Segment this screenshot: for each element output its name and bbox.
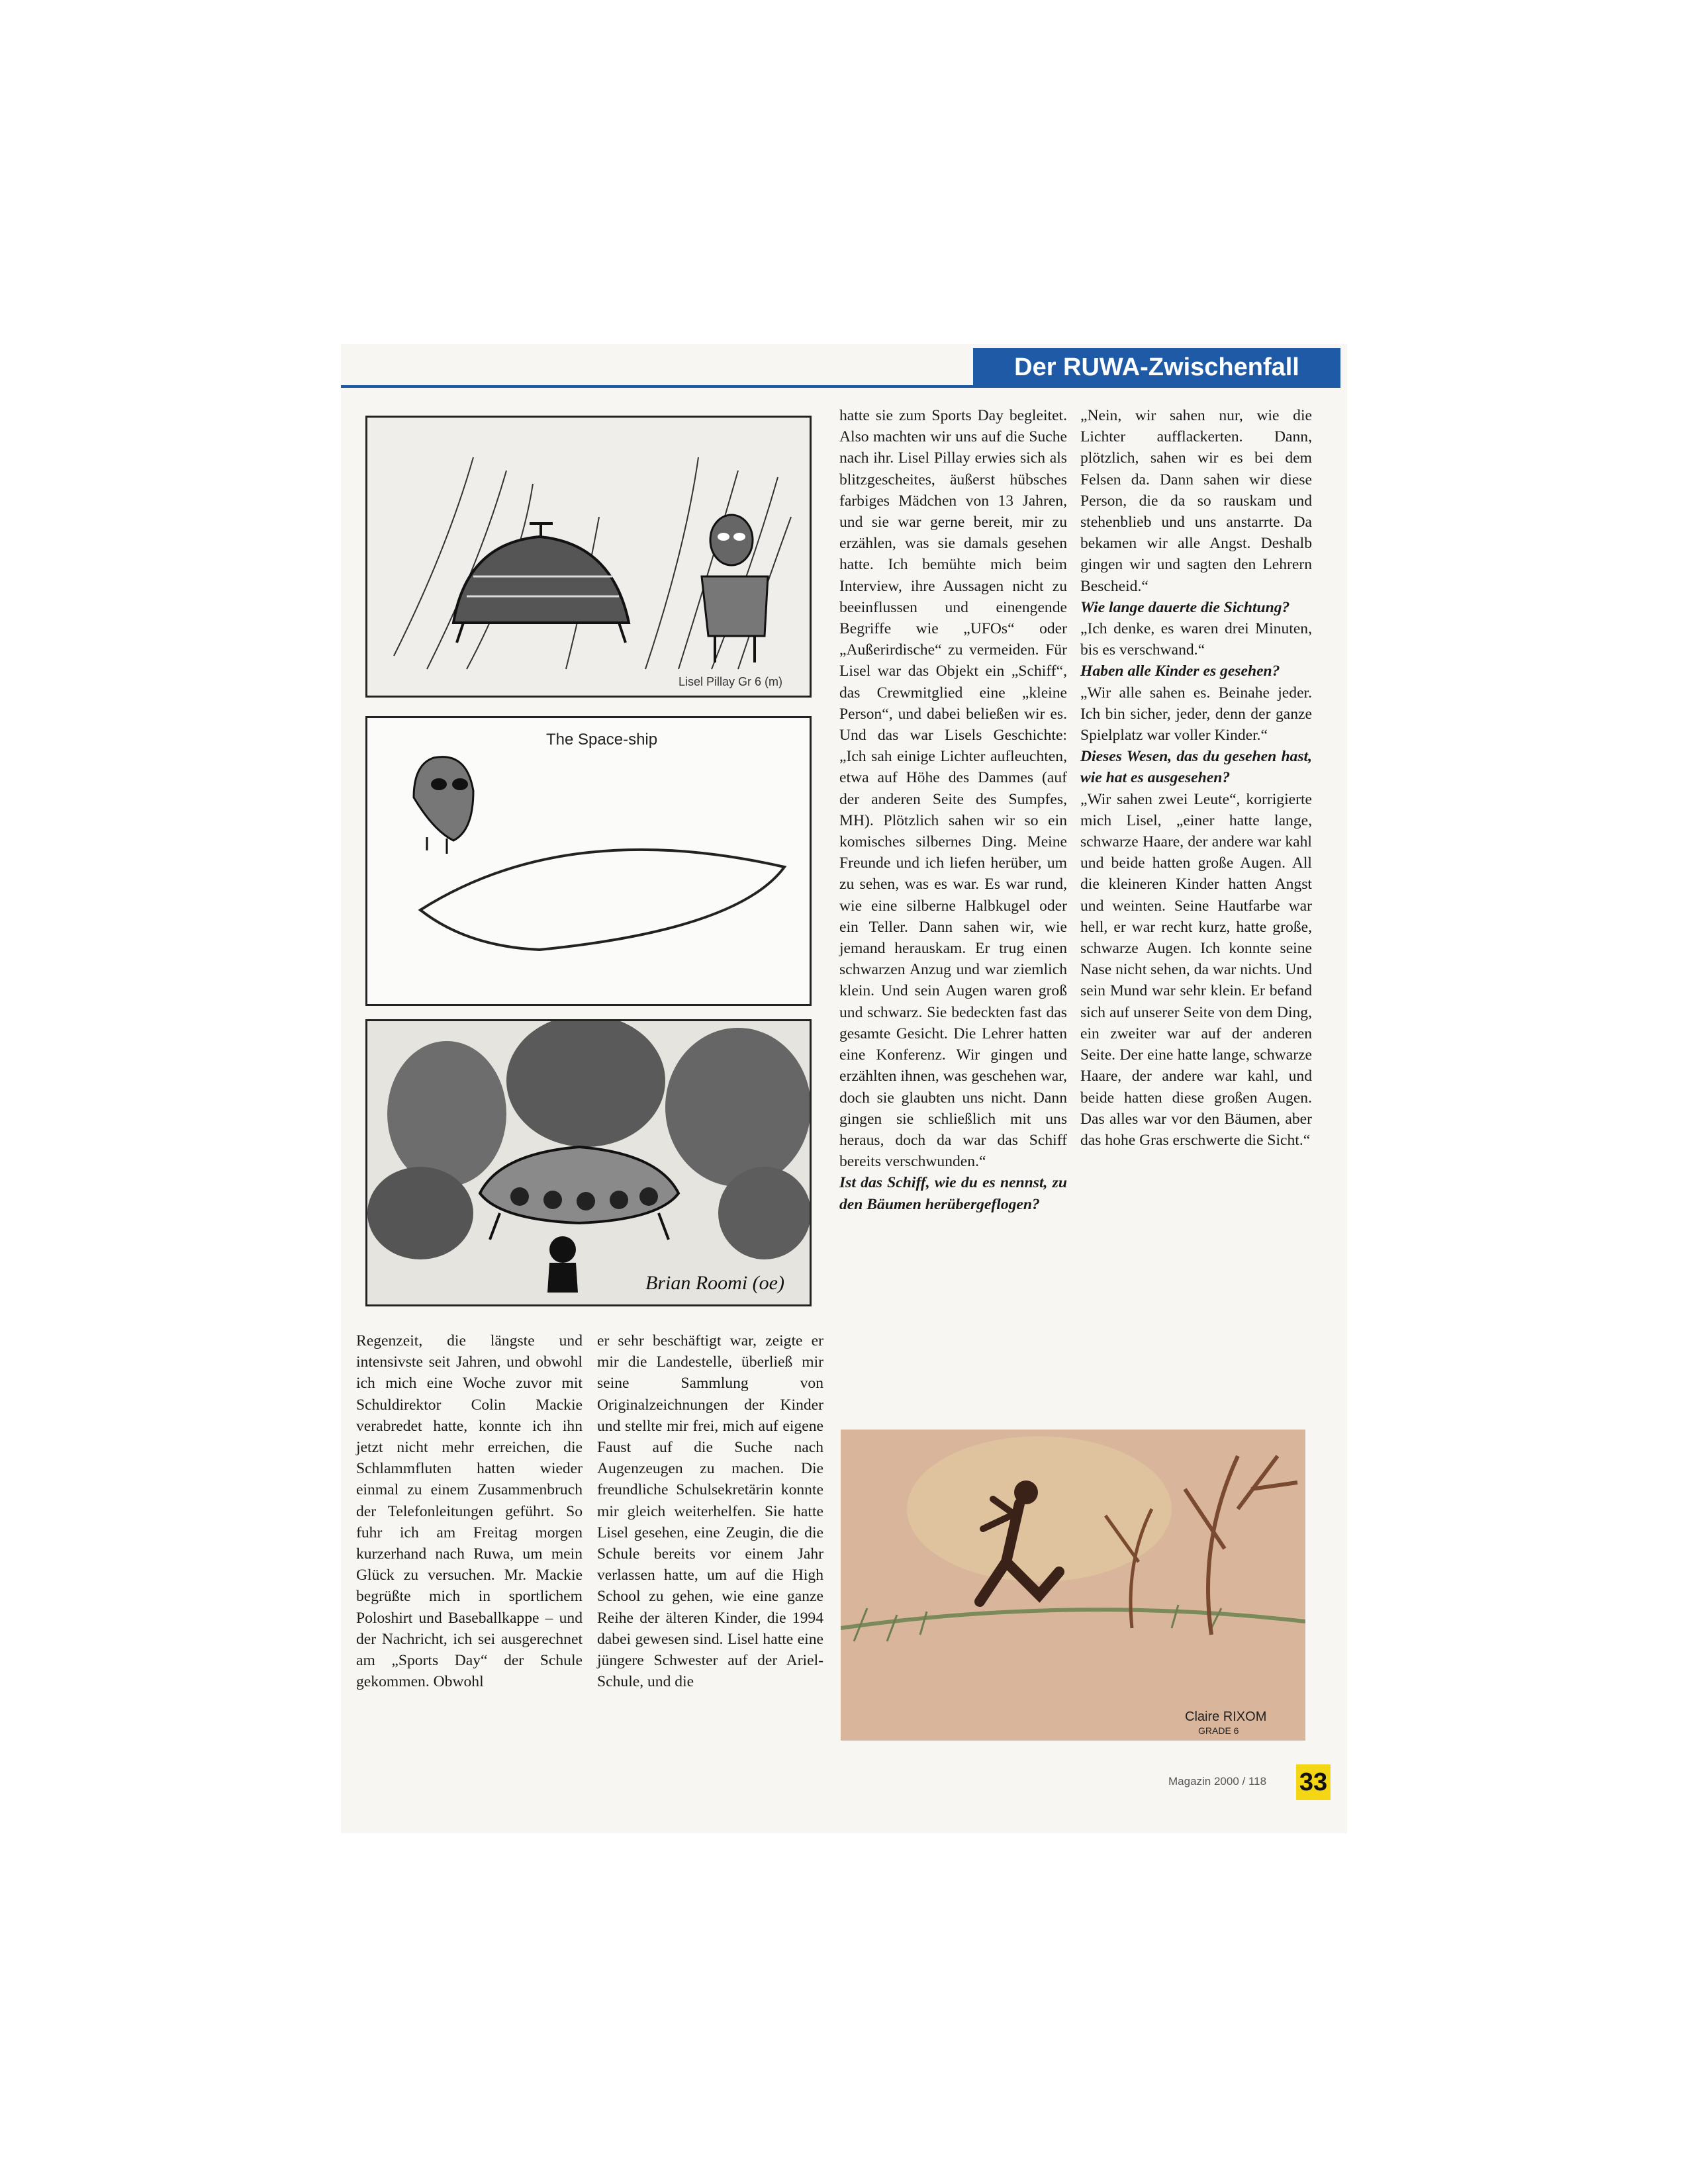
d3-signature: Brian Roomi (oe)	[645, 1272, 784, 1294]
interview-answer: „Wir sahen zwei Leute“, korrigierte mich Lisel, „einer hatte lange, schwarze Haare, der andere war kahl und beide hatten große Augen. All die kleineren Kinder hatten Angst und weinten. Seine Hautfarbe war hell, er war recht kurz, hatte große, schwarze Augen. Ich konnte seine Nase nicht sehen, da war nichts. Und sein Mund war sehr klein. Er befand sich auf unserer Seite von dem Ding, ein zweiter war auf der anderen Seite. Der eine hatte lange, schwarze Haare, der andere war kahl, und beide hatten diese großen Augen. Das alles war vor den Bäumen, aber das hohe Gras erschwerte die Sicht.“	[1080, 790, 1312, 1149]
column-2-text: er sehr beschäftigt war, zeigte er mir die Landestelle, überließ mir seine Sammlung von Originalzeichnungen der Kinder und stellte mir frei, mich auf eigene Faust auf die Suche nach Augenzeugen zu machen. Die freundliche Schulsekretärin konnte mir gleich weiterhelfen. Sie hatte Lisel gesehen, eine Zeugin, die die Schule bereits vor einem Jahr verlassen hatte, um auf die High School zu gehen, wie eine ganze Reihe der älteren Kinder, die 1994 dabei gewesen sind. Lisel hatte eine jüngere Schwester auf der Ariel-Schule, und die	[597, 1332, 823, 1691]
magazine-issue: Magazin 2000 / 118	[1168, 1775, 1267, 1788]
child-drawing-dome-ship	[365, 416, 812, 698]
d4-signature: Claire RIXOM	[1185, 1709, 1267, 1724]
interview-answer: „Wir alle sahen es. Beinahe jeder. Ich bin sicher, jeder, denn der ganze Spielplatz war voller Kinder.“	[1080, 684, 1312, 745]
article-column-3	[839, 405, 1067, 1215]
interview-question: Dieses Wesen, das du gesehen hast, wie hat es ausgesehen?	[1080, 748, 1312, 787]
header-rule	[341, 385, 1340, 388]
column-1-text: Regenzeit, die längste und intensivste seit Jahren, und obwohl ich mich eine Woche zuvor mit Schuldirektor Colin Mackie verabredet hatte, konnte ich ihn jetzt nicht mehr erreichen, die Schlammfluten hatten wieder einmal zu einem Zusammenbruch der Telefonleitungen geführt. So fuhr ich am Freitag morgen kurzerhand nach Ruwa, um mein Glück zu versuchen. Mr. Mackie begrüßte mich in sportlichem Poloshirt und Baseballkappe – und der Nachricht, ich sei ausgerechnet am „Sports Day“ der Schule gekommen. Obwohl	[356, 1332, 583, 1691]
d2-caption: The Space-ship	[546, 731, 658, 749]
article-column-2	[597, 1330, 823, 1692]
interview-question: Haben alle Kinder es gesehen?	[1080, 662, 1280, 680]
column-3-text: hatte sie zum Sports Day begleitet. Also machten wir uns auf die Suche nach ihr. Lisel Pillay erwies sich als blitzgescheites, äußerst hübsches farbiges Mädchen von 13 Jahren, und sie war gerne bereit, mir zu erzählen, was sie damals gesehen hatte. Ich bemühte mich beim Interview, ihre Aussagen nicht zu beeinflussen und einengende Begriffe wie „UFOs“ oder „Außerirdische“ zu vermeiden. Für Lisel war das Objekt ein „Schiff“, das Crewmitglied eine „kleine Person“, und dabei beließen wir es. Und das war Lisels Geschichte: „Ich sah einige Lichter aufleuchten, etwa auf Höhe des Dammes (auf der anderen Seite des Sumpfes, MH). Plötzlich sahen wir so ein komisches silbernes Ding. Meine Freunde und ich liefen herüber, um zu sehen, was es war. Es war rund, wie eine silberne Halbkugel oder ein Teller. Dann sahen wir, wie jemand herauskam. Er trug einen schwarzen Anzug und war ziemlich klein. Und sein Augen waren groß und schwarz. Sie bedeckten fast das gesamte Gesicht. Die Lehrer hatten eine Konferenz. Wir gingen und erzählten ihnen, was geschehen war, doch sie glaubten uns nicht. Dann gingen sie schließlich mit uns heraus, doch da war das Schiff bereits verschwunden.“	[839, 407, 1067, 1171]
child-drawing-space-ship	[365, 716, 812, 1006]
article-column-4	[1080, 405, 1312, 1151]
article-column-1	[356, 1330, 583, 1692]
interview-question: Ist das Schiff, wie du es nennst, zu den Bäumen herübergeflogen?	[839, 1174, 1067, 1213]
d4-signature-grade: GRADE 6	[1198, 1725, 1239, 1736]
child-drawing-running-figure	[841, 1430, 1305, 1741]
d1-signature: Lisel Pillay Gr 6 (m)	[679, 675, 783, 688]
child-drawing-saucer-figure	[365, 1019, 812, 1306]
interview-answer: „Nein, wir sahen nur, wie die Lichter aufflackerten. Dann, plötzlich, sahen wir es bei dem Felsen da. Dann sahen wir diese Person, die da so rauskam und stehenblieb und uns anstarrte. Da bekamen wir alle Angst. Deshalb gingen wir und sagten den Lehrern Bescheid.“	[1080, 407, 1312, 595]
page-number: 33	[1296, 1764, 1331, 1800]
interview-question: Wie lange dauerte die Sichtung?	[1080, 598, 1290, 616]
article-header: Der RUWA-Zwischenfall	[973, 348, 1340, 387]
interview-answer: „Ich denke, es waren drei Minuten, bis es verschwand.“	[1080, 620, 1312, 659]
